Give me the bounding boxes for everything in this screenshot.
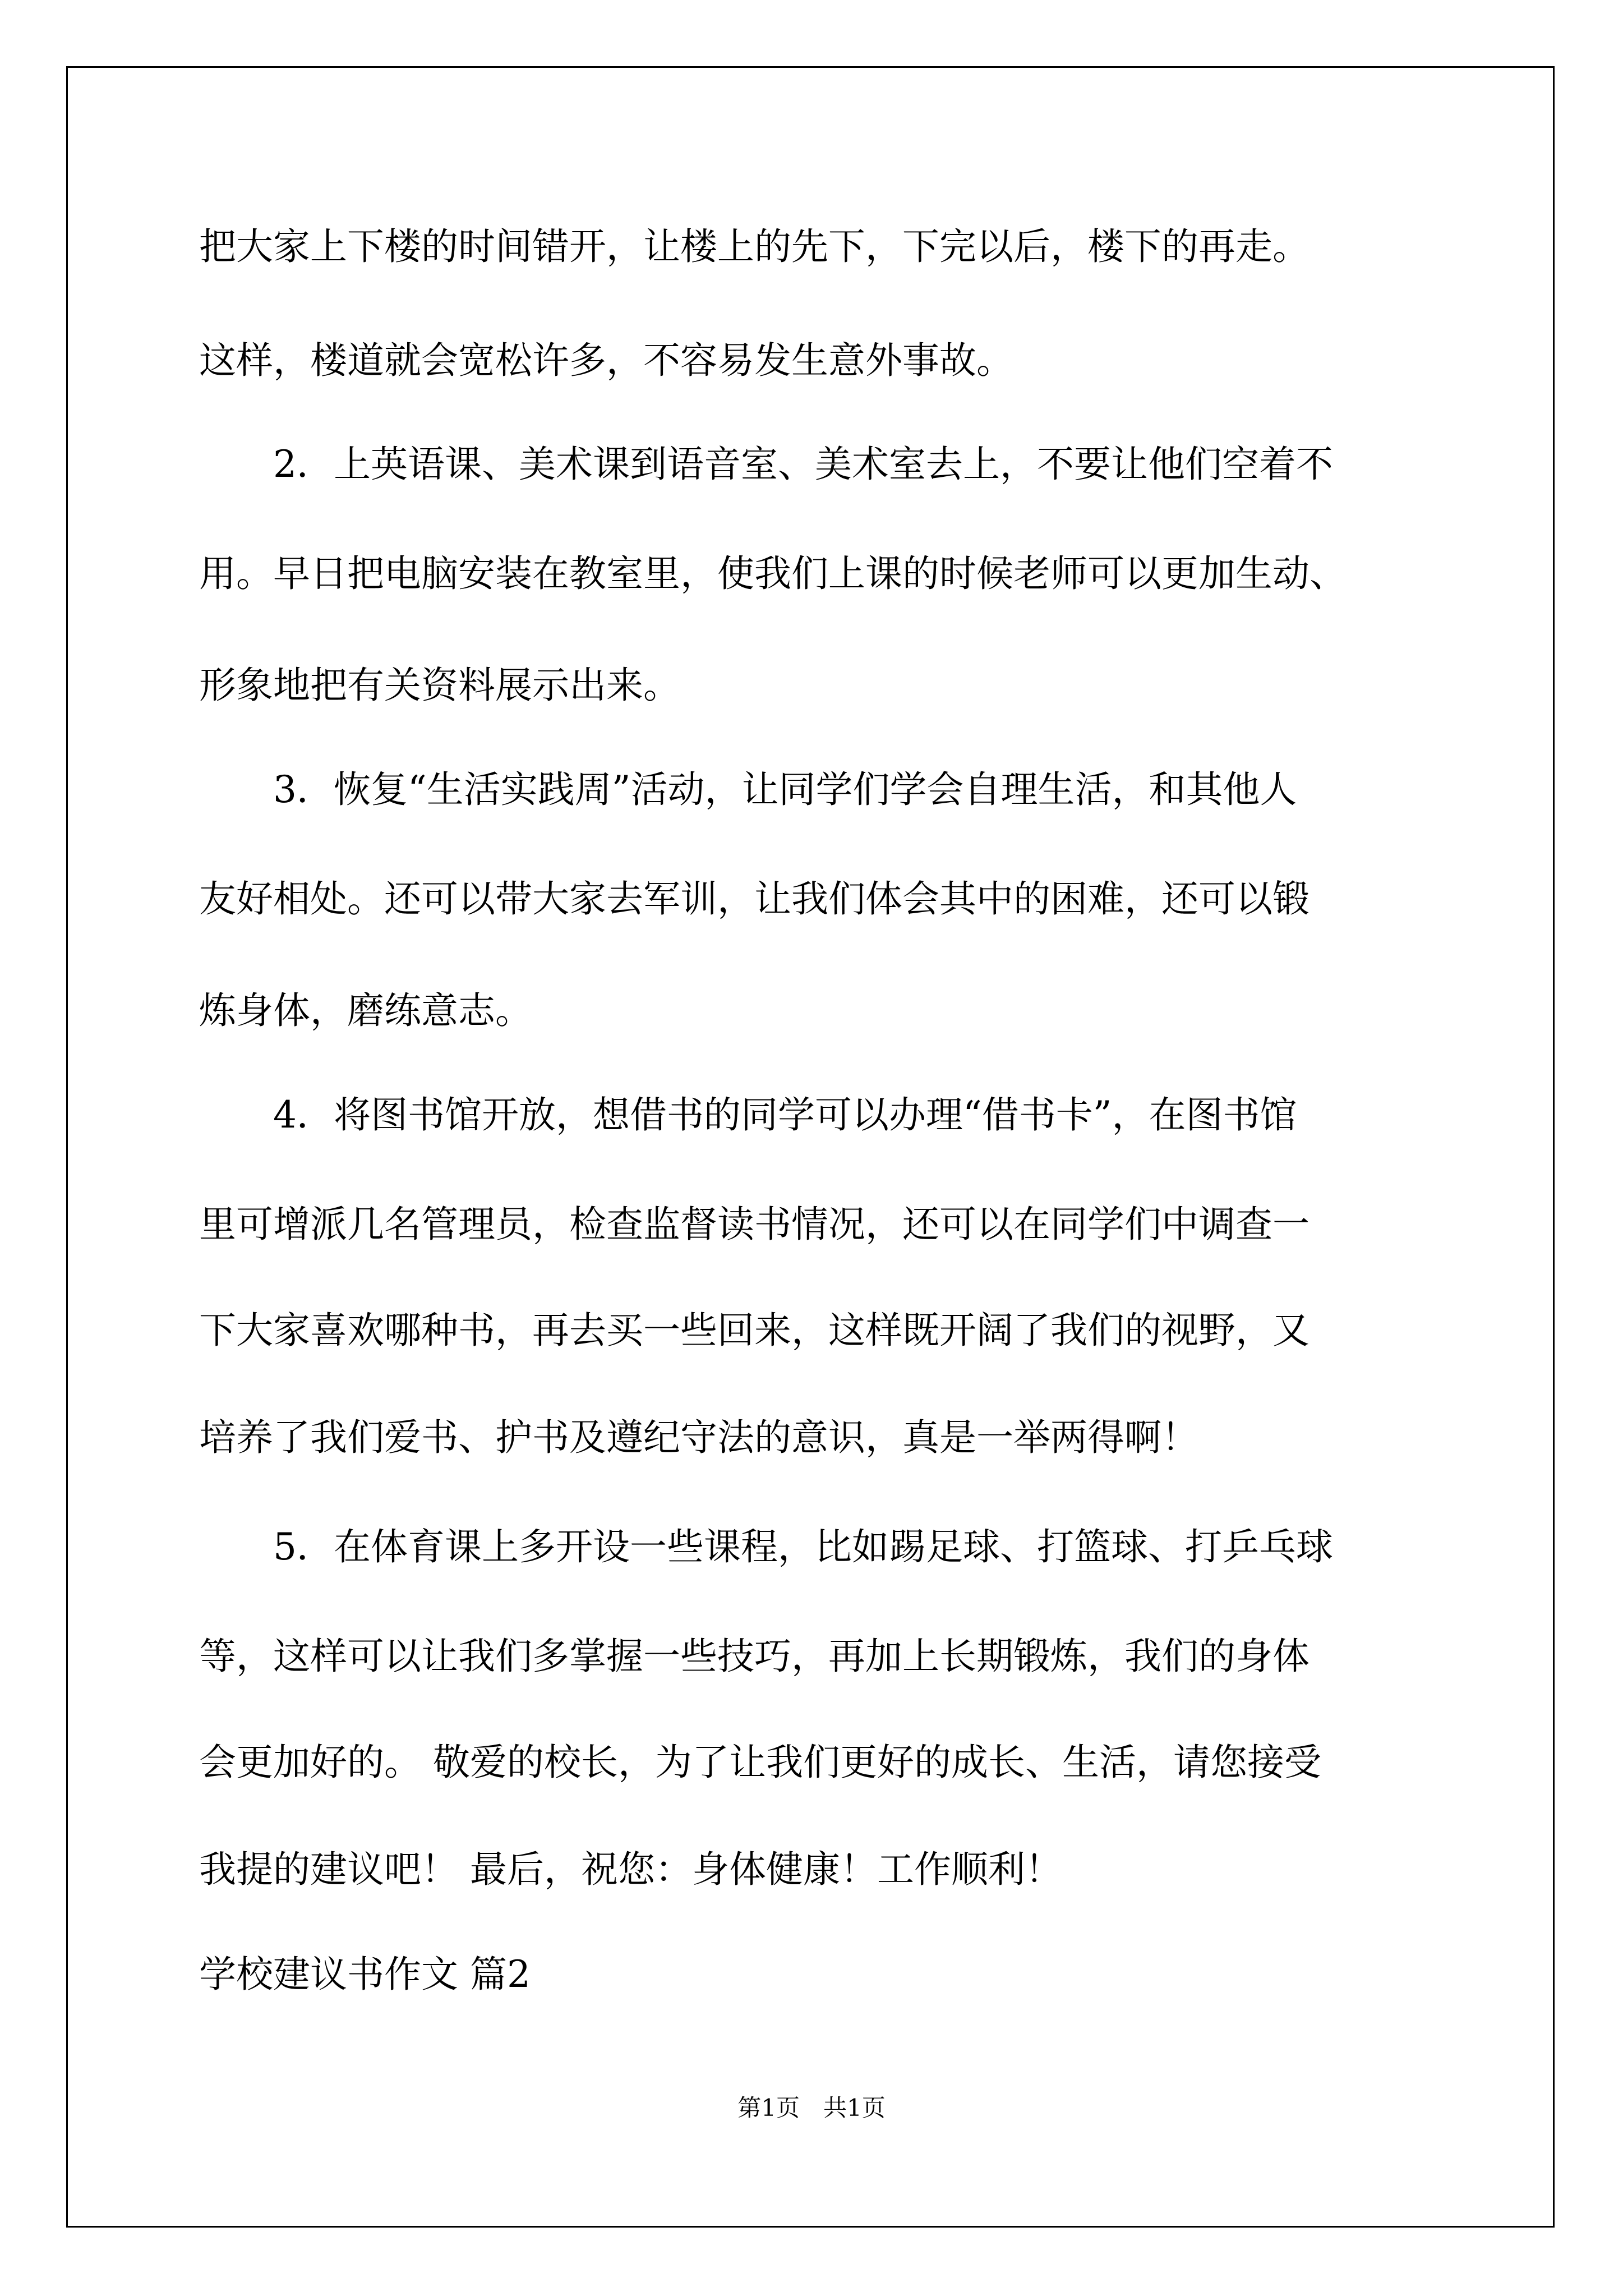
section-heading: 学校建议书作文 篇2 (199, 1953, 531, 1996)
body-line: 等，这样可以让我们多掌握一些技巧，再加上长期锻炼，我们的身体 (199, 1635, 1310, 1678)
page-border (66, 66, 1555, 2228)
body-line: 用。早日把电脑安装在教室里，使我们上课的时候老师可以更加生动、 (199, 552, 1347, 595)
body-line: 这样，楼道就会宽松许多，不容易发生意外事故。 (199, 339, 1013, 382)
body-line: 形象地把有关资料展示出来。 (199, 664, 680, 707)
body-line: 炼身体，磨练意志。 (199, 989, 532, 1032)
body-line: 4．将图书馆开放，想借书的同学可以办理“借书卡”，在图书馆 (199, 1093, 1297, 1137)
body-line: 友好相处。还可以带大家去军训，让我们体会其中的困难，还可以锻 (199, 877, 1310, 921)
body-line: 5．在体育课上多开设一些课程，比如踢足球、打篮球、打乒乓球 (199, 1525, 1333, 1568)
body-line: 把大家上下楼的时间错开，让楼上的先下，下完以后，楼下的再走。 (199, 225, 1310, 268)
body-line: 下大家喜欢哪种书，再去买一些回来，这样既开阔了我们的视野，又 (199, 1309, 1310, 1352)
body-line: 3．恢复“生活实践周”活动，让同学们学会自理生活，和其他人 (199, 768, 1297, 811)
body-line: 2．上英语课、美术课到语音室、美术室去上，不要让他们空着不 (199, 443, 1333, 486)
body-line: 培养了我们爱书、护书及遵纪守法的意识，真是一举两得啊！ (199, 1416, 1198, 1459)
body-line: 里可增派几名管理员，检查监督读书情况，还可以在同学们中调查一 (199, 1203, 1310, 1246)
body-line: 我提的建议吧！ 最后，祝您：身体健康！工作顺利！ (199, 1848, 1062, 1891)
body-line: 会更加好的。 敬爱的校长，为了让我们更好的成长、生活，请您接受 (199, 1741, 1321, 1784)
page-footer: 第1页 共1页 (737, 2094, 886, 2122)
